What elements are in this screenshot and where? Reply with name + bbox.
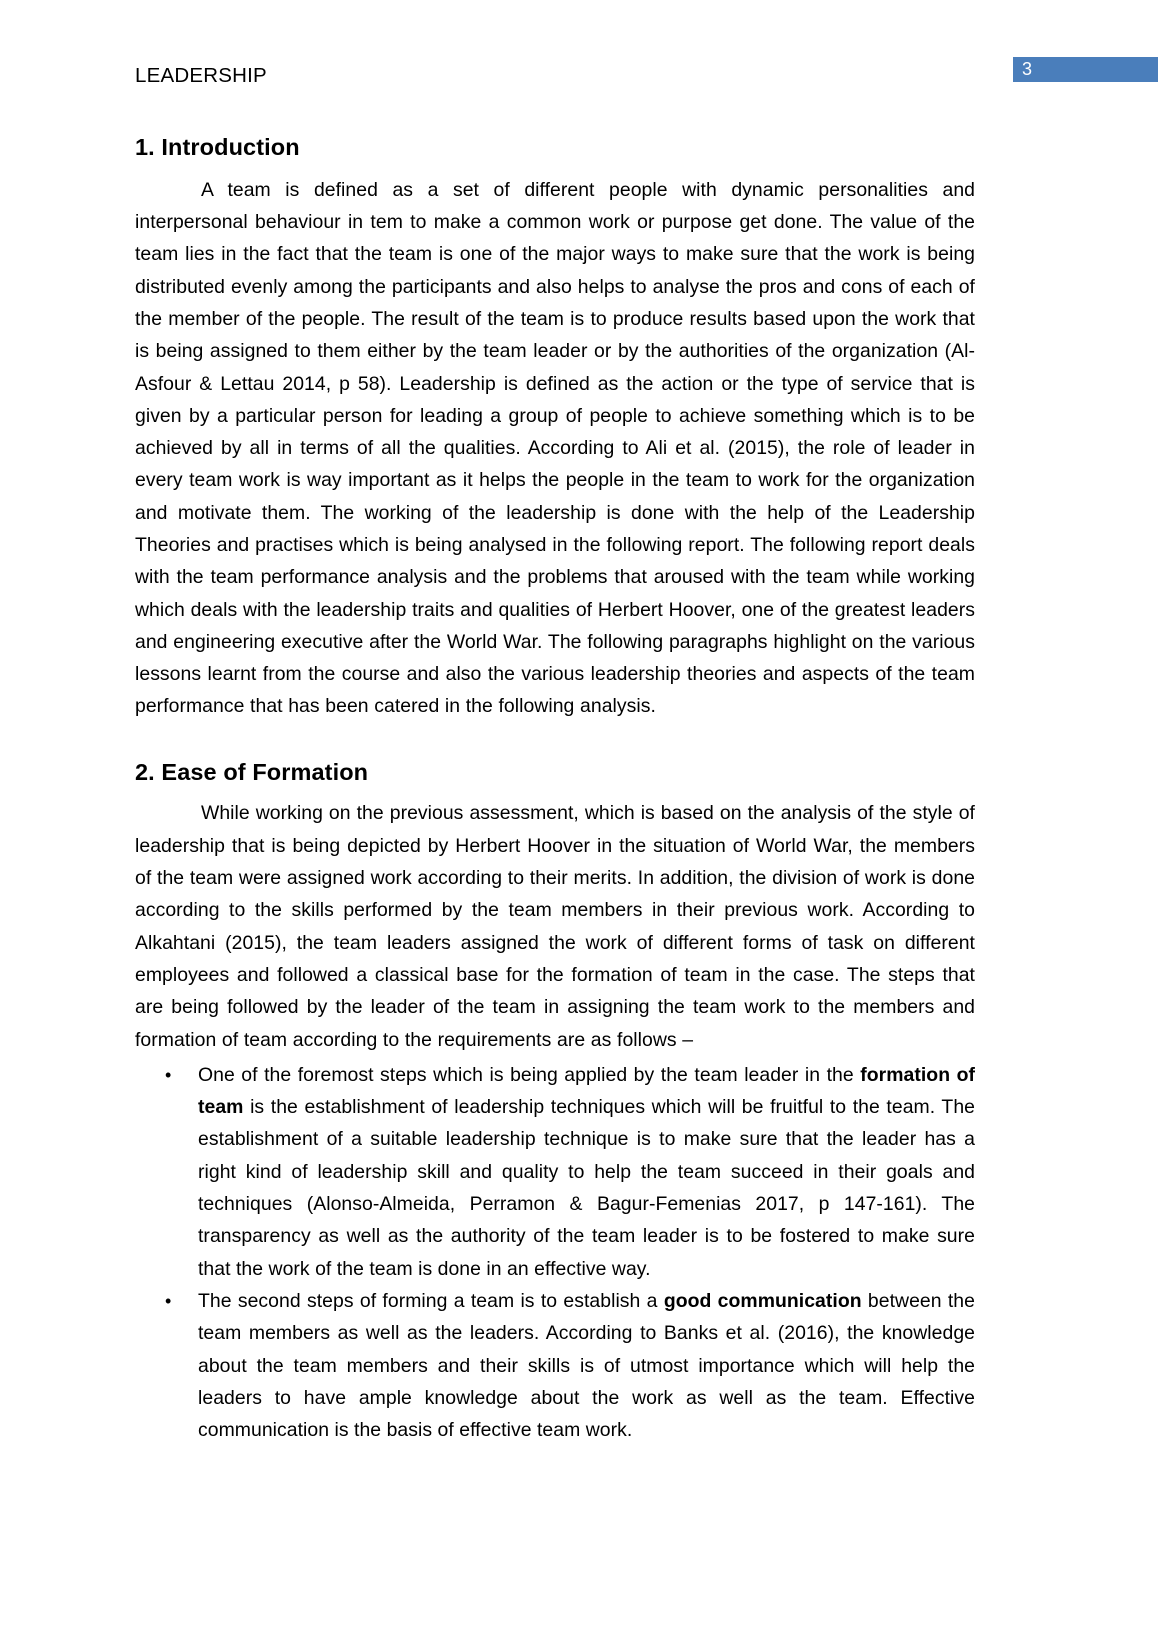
list-item-text-part2: between the team members as well as the leaders. According to Banks et al. (2016), the knowledge about the team members and their skills is of utmost importance which will help the leaders to have ample knowledge about the work as well as the team. Effective communication is the basis of effective team work.	[198, 1289, 975, 1442]
section-heading-ease-of-formation: 2. Ease of Formation	[135, 758, 369, 785]
bullet-icon: •	[165, 1064, 172, 1085]
paragraph-introduction: A team is defined as a set of different people with dynamic personalities and interpersonal behaviour in tem to make a common work or purpose get done. The value of the team lies in the fact that the team is one of the major ways to make sure that the work is being distributed evenly among the participants and also helps to analyse the pros and cons of each of the member of the people. The result of the team is to produce results based upon the work that is being assigned to them either by the team leader or by the authorities of the organization (Al-Asfour & Lettau 2014, p 58). Leadership is defined as the action or the type of service that is given by a particular person for leading a group of people to achieve something which is to be achieved by all in terms of all the qualities. According to Ali et al. (2015), the role of leader in every team work is way important as it helps the people in the team to work for the organization and motivate them. The working of the leadership is done with the help of the Leadership Theories and practises which is being analysed in the following report. The following report deals with the team performance analysis and the problems that aroused with the team while working which deals with the leadership traits and qualities of Herbert Hoover, one of the greatest leaders and engineering executive after the World War. The following paragraphs highlight on the various lessons learnt from the course and also the various leadership theories and aspects of the team performance that has been catered in the following analysis.	[135, 178, 975, 718]
document-content	[135, 132, 975, 1446]
bullet-icon: •	[165, 1290, 172, 1311]
formation-steps-list	[135, 1059, 975, 1447]
list-item-text-part1: The second steps of forming a team is to establish a	[198, 1289, 664, 1312]
section-heading-introduction: 1. Introduction	[135, 134, 300, 160]
page-number-badge: 3	[1013, 57, 1158, 82]
list-item-emphasis: formation of team	[198, 1063, 976, 1119]
list-item-text	[198, 1285, 975, 1446]
list-item-text-part1: One of the foremost steps which is being applied by the team leader in the	[198, 1063, 861, 1086]
list-item	[135, 1059, 975, 1285]
list-item-text	[198, 1059, 975, 1285]
running-head: LEADERSHIP	[135, 64, 267, 87]
list-item	[135, 1285, 975, 1446]
list-item-text-part2: is the establishment of leadership techniques which will be fruitful to the team. The establishment of a suitable leadership technique is to make sure that the leader has a right kind of leadership skill and quality to help the team succeed in their goals and techniques (Alonso-Almeida, Perramon & Bagur-Femenias 2017, p 147-161). The transparency as well as the authority of the team leader is to be fostered to make sure that the work of the team is done in an effective way.	[198, 1096, 975, 1280]
list-item-emphasis: good communication	[663, 1289, 862, 1312]
paragraph-ease-of-formation: While working on the previous assessment, which is based on the analysis of the style of leadership that is being depicted by Herbert Hoover in the situation of World War, the members of the team were assigned work according to their merits. In addition, the division of work is done according to the skills performed by the team members in their previous work. According to Alkahtani (2015), the team leaders assigned the work of different forms of task on different employees and followed a classical base for the formation of team in the case. The steps that are being followed by the leader of the team in assigning the team work to the members and formation of team according to the requirements are as follows –	[135, 802, 975, 1051]
